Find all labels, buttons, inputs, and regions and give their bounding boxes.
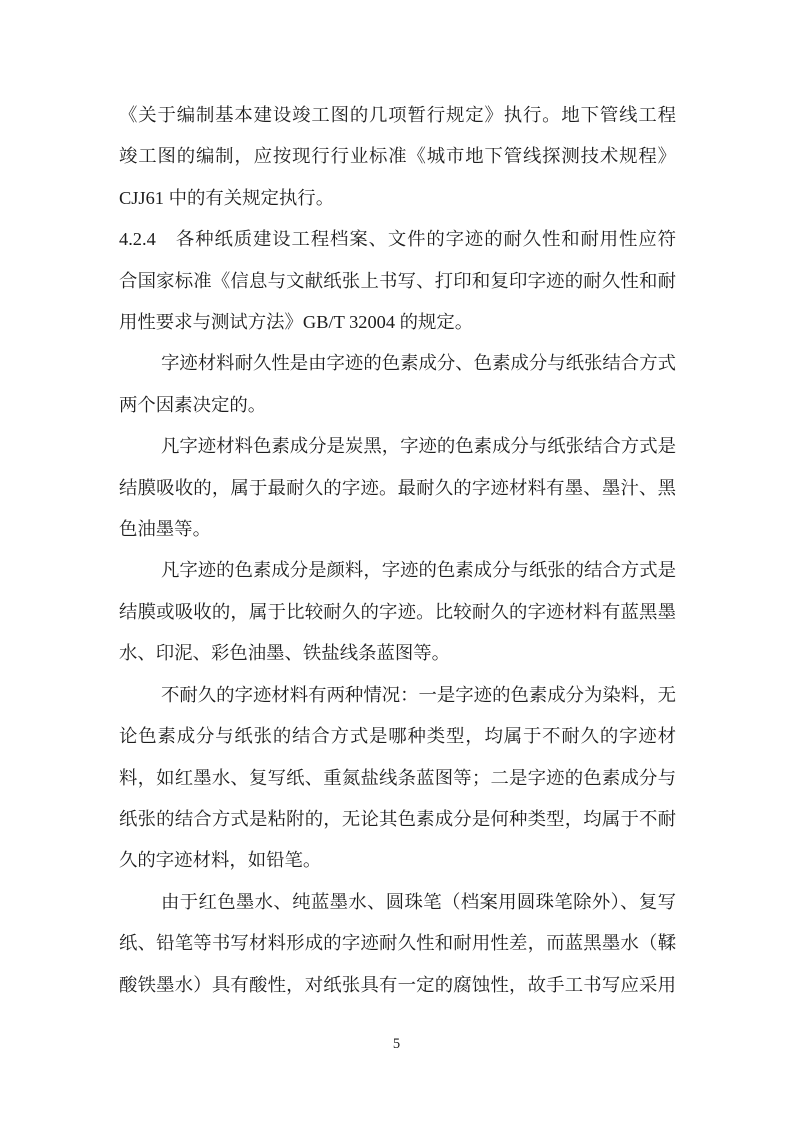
text-line: 《关于编制基本建设竣工图的几项暂行规定》执行。地下管线工程: [119, 105, 676, 125]
text-line: 酸铁墨水）具有酸性，对纸张具有一定的腐蚀性，故手工书写应采用: [119, 974, 676, 995]
text-line: 结膜或吸收的，属于比较耐久的字迹。比较耐久的字迹材料有蓝黑墨: [119, 601, 676, 622]
text-line: 竣工图的编制，应按现行行业标准《城市地下管线探测技术规程》: [119, 146, 676, 167]
text-line: 纸、铅笔等书写材料形成的字迹耐久性和耐用性差，而蓝黑墨水（鞣: [119, 933, 676, 954]
text-line: 久的字迹材料，如铅笔。: [119, 850, 322, 871]
text-line: 字迹材料耐久性是由字迹的色素成分、色素成分与纸张结合方式: [161, 353, 676, 374]
text-line: 用性要求与测试方法》GB/T 32004 的规定。: [119, 312, 474, 333]
text-line: 水、印泥、彩色油墨、铁盐线条蓝图等。: [119, 643, 451, 664]
text-line: 色油墨等。: [119, 519, 211, 540]
text-line: 凡字迹的色素成分是颜料，字迹的色素成分与纸张的结合方式是: [161, 560, 676, 581]
text-line: 不耐久的字迹材料有两种情况：一是字迹的色素成分为染料，无: [161, 684, 676, 705]
text-line: 由于红色墨水、纯蓝墨水、圆珠笔（档案用圆珠笔除外）、复写: [161, 891, 676, 912]
text-line: 两个因素决定的。: [119, 394, 267, 415]
text-line: 料，如红墨水、复写纸、重氮盐线条蓝图等；二是字迹的色素成分与: [119, 767, 676, 788]
clause-number-line: 4.2.4 各种纸质建设工程档案、文件的字迹的耐久性和耐用性应符: [119, 229, 676, 250]
text-line: 纸张的结合方式是粘附的，无论其色素成分是何种类型，均属于不耐: [119, 808, 676, 829]
text-line: 凡字迹材料色素成分是炭黑，字迹的色素成分与纸张结合方式是: [161, 436, 676, 457]
text-line: 论色素成分与纸张的结合方式是哪种类型，均属于不耐久的字迹材: [119, 726, 676, 747]
text-line: 结膜吸收的，属于最耐久的字迹。最耐久的字迹材料有墨、墨汁、黑: [119, 477, 676, 498]
text-line: CJJ61 中的有关规定执行。: [119, 187, 335, 208]
page-number: 5: [392, 1036, 401, 1052]
text-line: 合国家标准《信息与文献纸张上书写、打印和复印字迹的耐久性和耐: [119, 270, 676, 291]
body-text: [119, 95, 676, 1006]
